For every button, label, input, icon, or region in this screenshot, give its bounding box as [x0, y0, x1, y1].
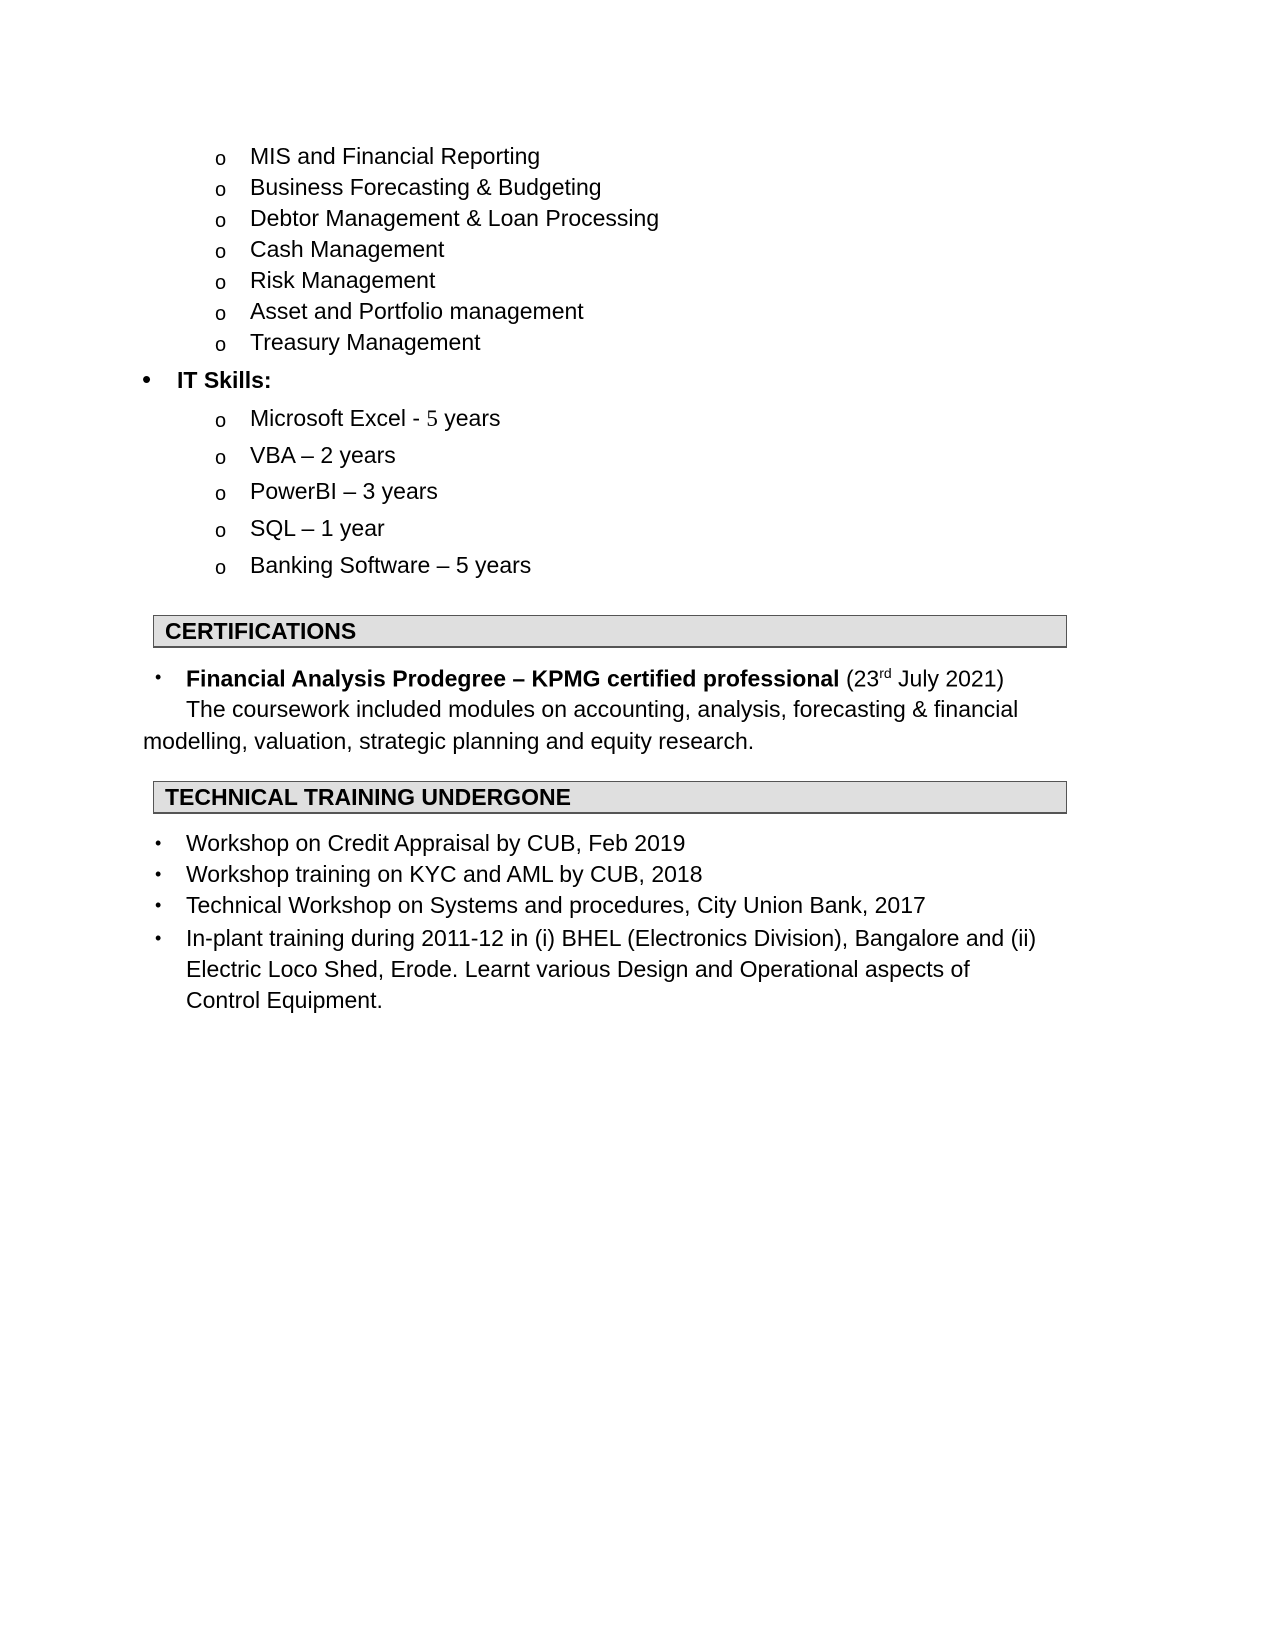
list-item: SQL – 1 year [250, 515, 385, 541]
training-header [153, 781, 1067, 814]
list-item [250, 405, 501, 432]
certification-description-cont: modelling, valuation, strategic planning and equity research. [143, 728, 755, 754]
list-item: Asset and Portfolio management [250, 298, 584, 324]
certification-date: (23 [839, 665, 880, 692]
certification-name: Financial Analysis Prodegree – KPMG certified professional [186, 665, 840, 692]
list-item: VBA – 2 years [250, 442, 396, 468]
certifications-header [153, 615, 1067, 648]
skill-unit: years [437, 405, 501, 431]
hollow-bullet-icon: o [215, 303, 227, 325]
list-item: Cash Management [250, 236, 445, 262]
skill-name: Microsoft Excel - [250, 405, 427, 431]
section-title: TECHNICAL TRAINING UNDERGONE [165, 784, 571, 810]
list-item: MIS and Financial Reporting [250, 143, 541, 169]
list-item: Risk Management [250, 267, 436, 293]
hollow-bullet-icon: o [215, 241, 227, 263]
certification-description: The coursework included modules on accounting, analysis, forecasting & financial [186, 696, 1019, 722]
hollow-bullet-icon: o [215, 410, 227, 432]
list-item: Banking Software – 5 years [250, 552, 532, 578]
section-title: CERTIFICATIONS [165, 618, 357, 644]
hollow-bullet-icon: o [215, 272, 227, 294]
bullet-icon: • [155, 895, 162, 915]
hollow-bullet-icon: o [215, 334, 227, 356]
hollow-bullet-icon: o [215, 447, 227, 469]
hollow-bullet-icon: o [215, 557, 227, 579]
training-item: Workshop on Credit Appraisal by CUB, Feb 2019 [186, 830, 686, 856]
it-skills-heading: IT Skills: [177, 367, 272, 393]
date-ordinal: rd [879, 665, 892, 681]
bullet-icon: • [155, 833, 162, 853]
training-item: Technical Workshop on Systems and procedures, City Union Bank, 2017 [186, 892, 926, 918]
list-item: Business Forecasting & Budgeting [250, 174, 602, 200]
bullet-icon: • [142, 364, 152, 394]
hollow-bullet-icon: o [215, 520, 227, 542]
hollow-bullet-icon: o [215, 483, 227, 505]
bullet-icon: • [155, 864, 162, 884]
certification-date-rest: July 2021) [891, 665, 1005, 692]
training-item: Workshop training on KYC and AML by CUB, 2018 [186, 861, 703, 887]
hollow-bullet-icon: o [215, 179, 227, 201]
bullet-icon: • [155, 928, 162, 948]
list-item: Treasury Management [250, 329, 481, 355]
hollow-bullet-icon: o [215, 148, 227, 170]
skill-years: 5 [426, 406, 438, 431]
list-item: PowerBI – 3 years [250, 478, 438, 504]
bullet-icon: • [155, 667, 162, 687]
certification-item [186, 665, 1004, 693]
training-item-cont: Electric Loco Shed, Erode. Learnt various Design and Operational aspects of [186, 956, 970, 982]
hollow-bullet-icon: o [215, 210, 227, 232]
training-item: In-plant training during 2011-12 in (i) BHEL (Electronics Division), Bangalore and (ii) [186, 925, 1037, 951]
training-item-cont: Control Equipment. [186, 987, 383, 1013]
list-item: Debtor Management & Loan Processing [250, 205, 660, 231]
